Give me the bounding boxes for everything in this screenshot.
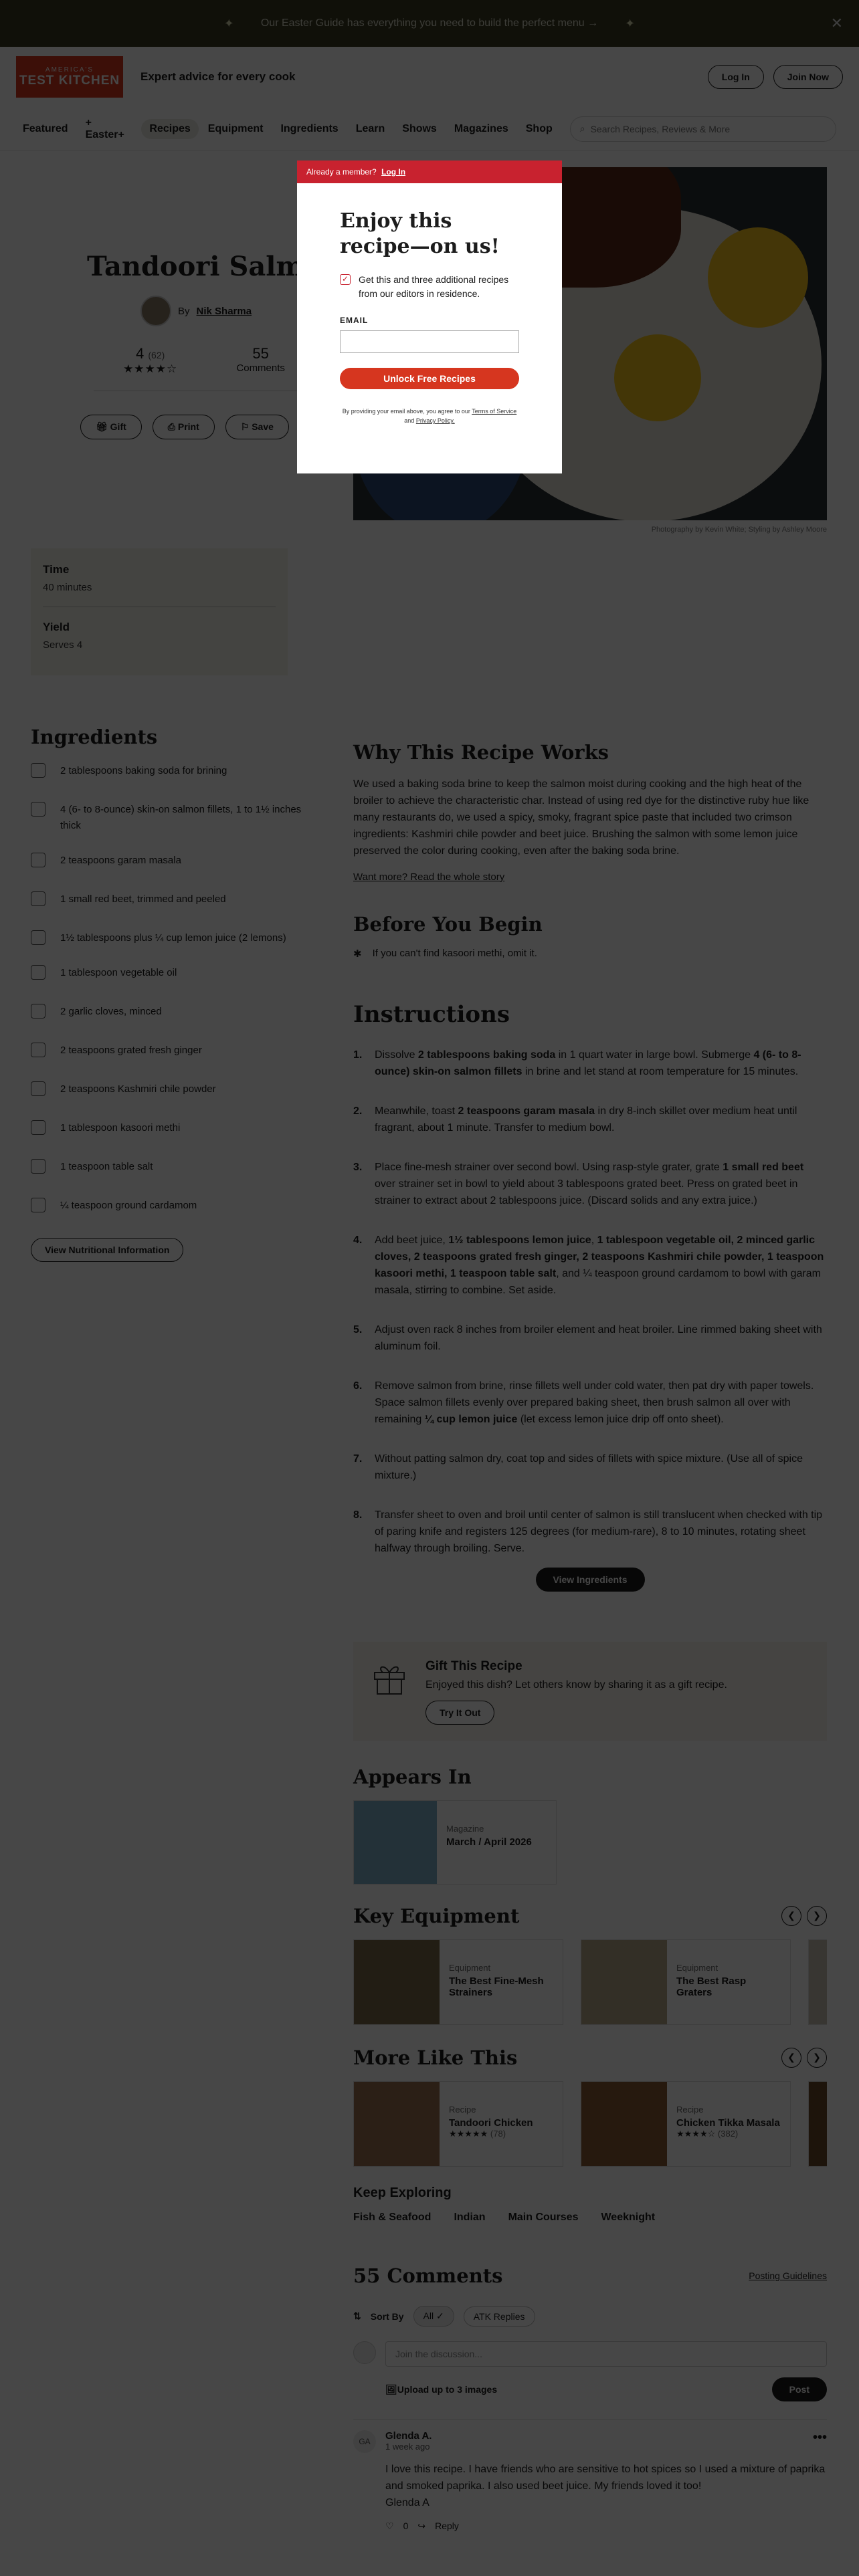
privacy-link[interactable]: Privacy Policy. [415,417,455,424]
legal-and: and [404,417,415,424]
checkbox[interactable]: ✓ [340,274,351,285]
email-label: EMAIL [340,316,369,325]
modal-member-bar [297,160,562,183]
modal-login-link[interactable]: Log In [381,167,406,177]
legal-line: By providing your email above, you agree to our [342,408,470,415]
unlock-button[interactable]: Unlock Free Recipes [340,368,519,389]
terms-link[interactable]: Terms of Service [472,408,517,415]
checkbox-label: Get this and three additional recipes from our editors in residence. [359,274,509,299]
recipes-checkbox-row[interactable] [340,273,519,301]
modal-title: Enjoy this recipe—on us! [340,209,500,258]
email-field[interactable] [340,330,519,353]
member-text: Already a member? [306,167,377,177]
legal-text [340,407,519,425]
paywall-modal [297,160,562,473]
